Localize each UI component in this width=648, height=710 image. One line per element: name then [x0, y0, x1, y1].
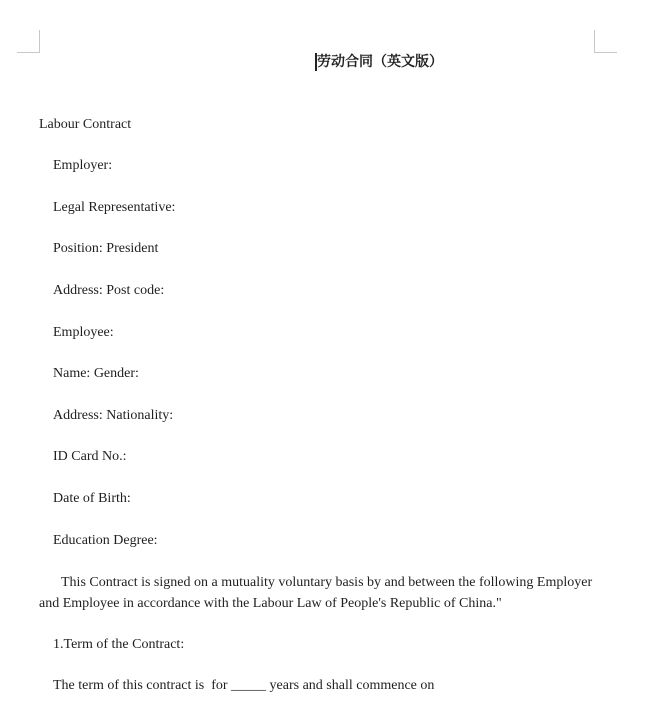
field-address-nationality: Address: Nationality:: [53, 408, 174, 423]
field-date-of-birth: Date of Birth:: [53, 491, 131, 506]
document-title: 劳动合同（英文版）: [317, 54, 443, 70]
field-position: Position: President: [53, 241, 159, 256]
crop-mark-top-right: [594, 30, 617, 53]
field-name-gender: Name: Gender:: [53, 366, 139, 381]
field-legal-representative: Legal Representative:: [53, 200, 176, 215]
section-1-text: The term of this contract is for _____ years and shall commence on: [53, 678, 435, 693]
contract-heading: Labour Contract: [39, 117, 132, 132]
field-employer: Employer:: [53, 158, 113, 173]
field-education-degree: Education Degree:: [53, 533, 158, 548]
field-employee: Employee:: [53, 325, 114, 340]
intro-paragraph: This Contract is signed on a mutuality voluntary basis by and between the following Employer and Employee in accordance with the Labour Law of People's Republic of China.": [39, 575, 593, 611]
field-id-card: ID Card No.:: [53, 449, 127, 464]
field-address-postcode: Address: Post code:: [53, 283, 165, 298]
section-1-heading: 1.Term of the Contract:: [53, 637, 185, 652]
crop-mark-top-left: [17, 30, 40, 53]
